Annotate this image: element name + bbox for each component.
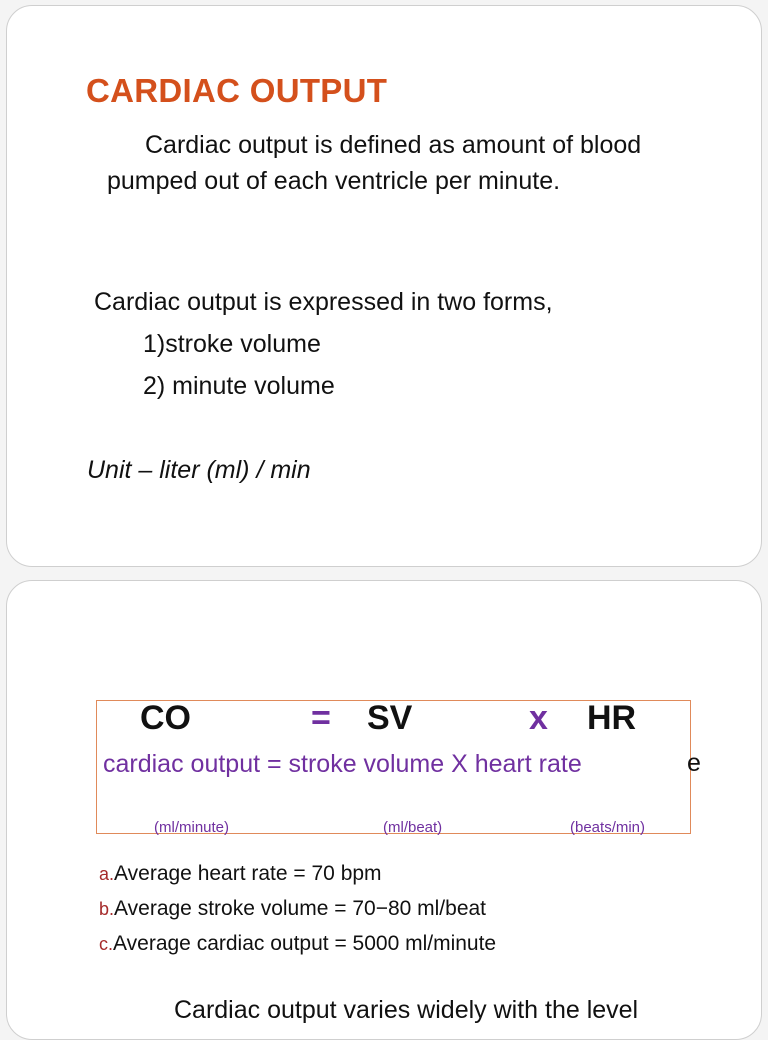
stray-text: e: [687, 749, 701, 777]
form-item-stroke-volume: 1)stroke volume: [143, 330, 321, 358]
forms-intro-text: Cardiac output is expressed in two forms,: [94, 288, 553, 316]
formula-times: x: [529, 699, 548, 737]
list-marker: c.: [99, 934, 114, 954]
form-item-minute-volume: 2) minute volume: [143, 372, 335, 400]
list-text: Average cardiac output = 5000 ml/minute: [113, 932, 497, 955]
unit-text: Unit – liter (ml) / min: [87, 456, 311, 484]
list-text: Average heart rate = 70 bpm: [114, 862, 382, 885]
list-marker: b.: [99, 899, 115, 919]
formula-words: cardiac output = stroke volume X heart rate: [103, 750, 582, 778]
slide-formula: [6, 580, 762, 1040]
formula-equals: =: [311, 699, 331, 737]
definition-text: Cardiac output is defined as amount of blood pumped out of each ventricle per minute.: [107, 131, 642, 195]
unit-ml-beat: (ml/beat): [383, 819, 443, 836]
average-stroke-volume: [99, 897, 486, 921]
unit-ml-minute: (ml/minute): [154, 819, 230, 836]
average-cardiac-output: [99, 932, 496, 956]
slide-title: CARDIAC OUTPUT: [86, 72, 388, 109]
formula-sv: SV: [367, 699, 413, 737]
list-marker: a.: [99, 864, 115, 884]
varies-text: Cardiac output varies widely with the level: [174, 996, 639, 1024]
unit-beats-min: (beats/min): [570, 819, 646, 836]
formula-co: CO: [140, 699, 191, 737]
average-heart-rate: [99, 862, 382, 886]
list-text: Average stroke volume = 70−80 ml/beat: [114, 897, 487, 920]
slide-cardiac-output: [6, 5, 762, 567]
formula-hr: HR: [587, 699, 637, 737]
